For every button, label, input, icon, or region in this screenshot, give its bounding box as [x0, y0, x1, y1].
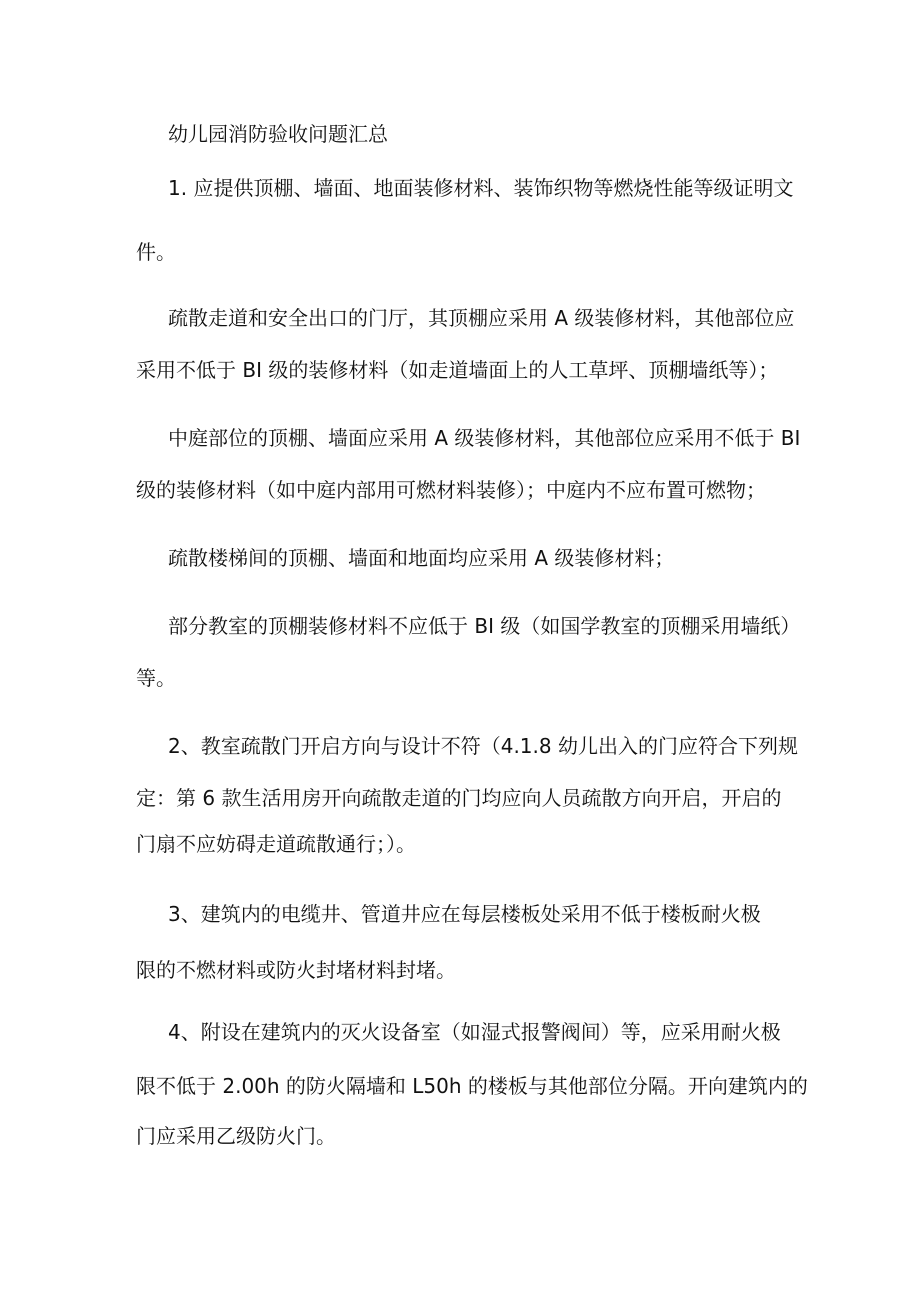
item-2-line-3: 门扇不应妨碍走道疏散通行；）。: [136, 832, 416, 856]
item-4-line-3: 门应采用乙级防火门。: [136, 1124, 336, 1148]
item-2-line-2: 定：第 6 款生活用房开向疏散走道的门均应向人员疏散方向开启，开启的: [136, 786, 782, 810]
item-3-line-1: 3、建筑内的电缆井、管道井应在每层楼板处采用不低于楼板耐火极: [168, 902, 761, 926]
sub-4-line-1: 部分教室的顶棚装修材料不应低于 BI 级（如国学教室的顶棚采用墙纸）: [168, 614, 801, 638]
sub-2-line-2: 级的装修材料（如中庭内部用可燃材料装修）；中庭内不应布置可燃物；: [136, 478, 766, 502]
item-4-line-1: 4、附设在建筑内的灭火设备室（如湿式报警阀间）等，应采用耐火极: [168, 1020, 781, 1044]
sub-1-line-1: 疏散走道和安全出口的门厅，其顶棚应采用 A 级装修材料，其他部位应: [168, 306, 795, 330]
sub-4-line-2: 等。: [136, 666, 176, 690]
sub-2-line-1: 中庭部位的顶棚、墙面应采用 A 级装修材料，其他部位应采用不低于 BI: [168, 426, 801, 450]
item-4-line-2: 限不低于 2.00h 的防火隔墙和 L50h 的楼板与其他部位分隔。开向建筑内的: [136, 1074, 808, 1098]
item-1-line-2: 件。: [136, 240, 176, 264]
item-3-line-2: 限的不燃材料或防火封堵材料封堵。: [136, 958, 456, 982]
sub-1-line-2: 采用不低于 BI 级的装修材料（如走道墙面上的人工草坪、顶棚墙纸等）；: [136, 358, 779, 382]
document-title: 幼儿园消防验收问题汇总: [168, 122, 388, 146]
item-2-line-1: 2、教室疏散门开启方向与设计不符（4.1.8 幼儿出入的门应符合下列规: [168, 734, 798, 758]
item-1-line-1: 1. 应提供顶棚、墙面、地面装修材料、装饰织物等燃烧性能等级证明文: [168, 176, 794, 200]
sub-3-line-1: 疏散楼梯间的顶棚、墙面和地面均应采用 A 级装修材料；: [168, 546, 675, 570]
